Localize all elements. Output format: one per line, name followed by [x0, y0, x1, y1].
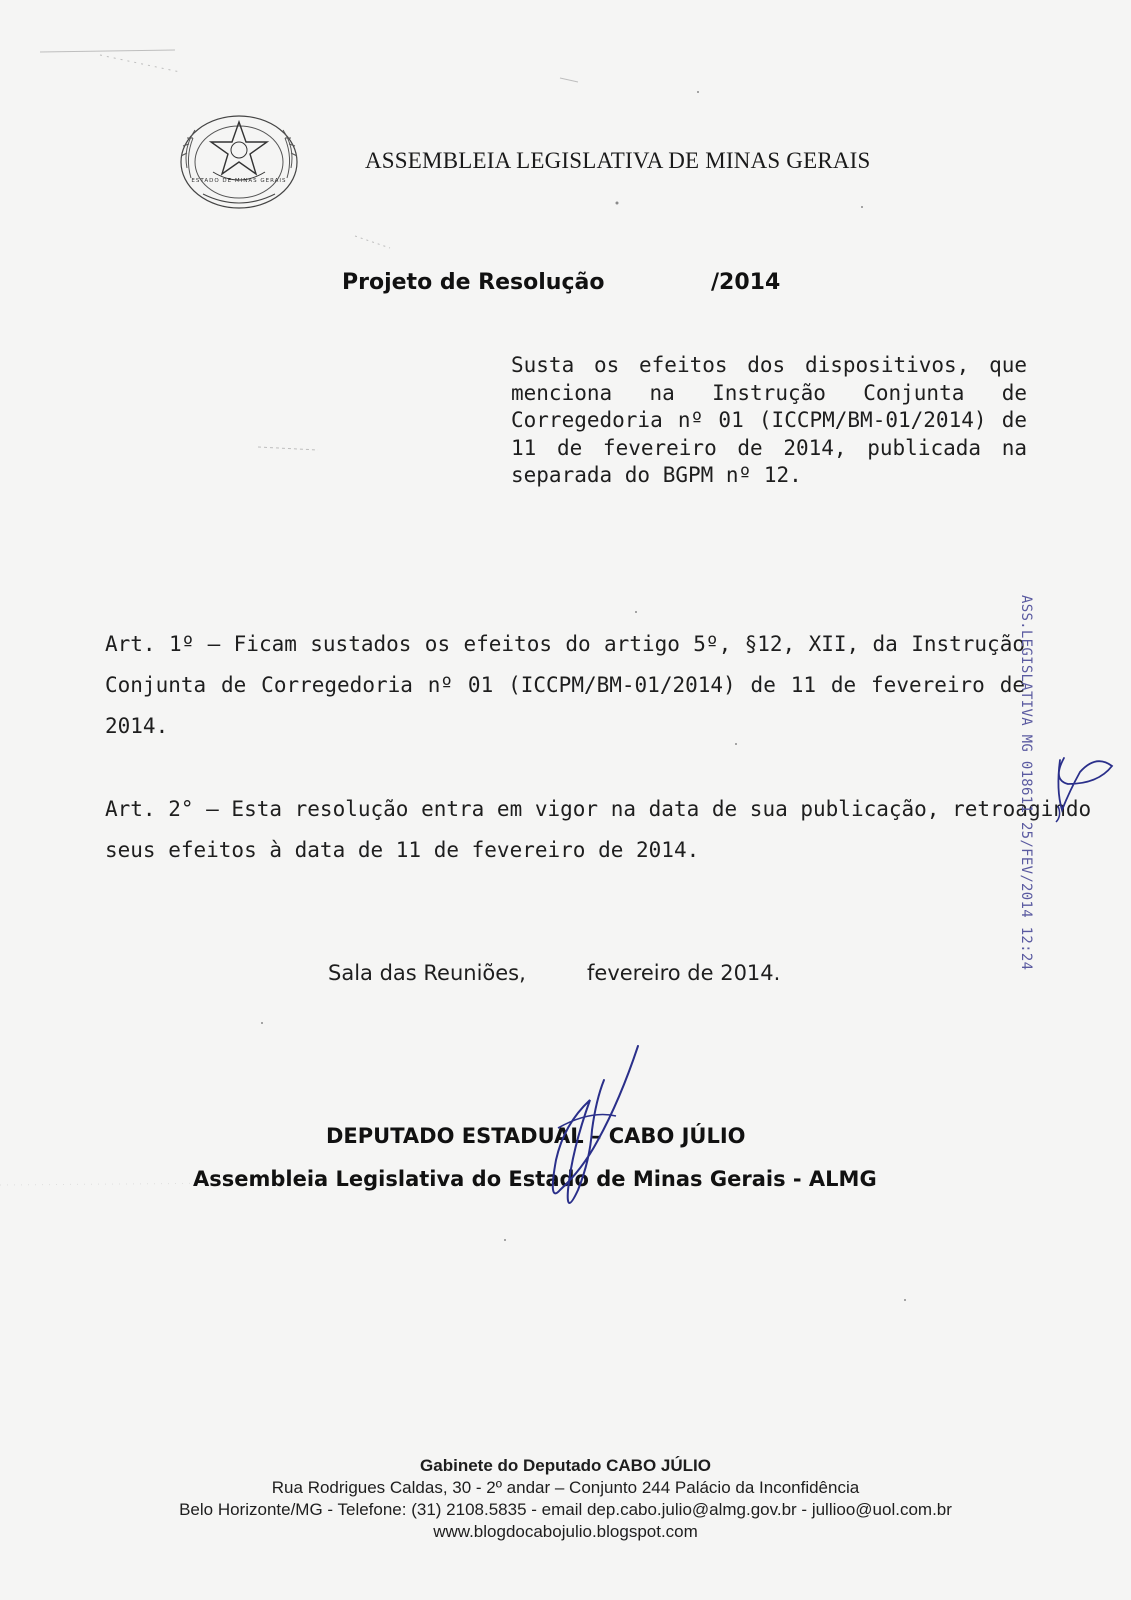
ementa-line: separada do BGPM nº 12. [511, 463, 802, 487]
footer-contact: Belo Horizonte/MG - Telefone: (31) 2108.5835 - email dep.cabo.julio@almg.gov.br - jullioo@uol.com.br [179, 1500, 952, 1519]
footer [0, 1455, 1131, 1543]
signatory-name: DEPUTADO ESTADUAL – CABO JÚLIO [326, 1124, 746, 1148]
article-1-line: Art. 1º – Ficam sustados os efeitos do artigo 5º, §12, XII, da Instrução [105, 632, 1025, 656]
ementa-line: 11 de fevereiro de 2014, publicada na [511, 435, 1027, 460]
seal-text: ESTADO DE MINAS GERAIS [191, 178, 287, 184]
handwritten-signature [520, 1040, 660, 1220]
article-1 [105, 624, 1025, 747]
ementa-line: Corregedoria nº 01 (ICCPM/BM-01/2014) de [511, 408, 1027, 432]
footer-website: www.blogdocabojulio.blogspot.com [433, 1522, 698, 1541]
handwritten-initials [1050, 750, 1120, 830]
ementa [511, 352, 1027, 490]
project-number: /2014 [711, 270, 781, 295]
protocol-stamp: ASS.LEGISLATIVA MG 018611 25/FEV/2014 12:24 [1018, 595, 1034, 971]
ementa-line: Susta os efeitos dos dispositivos, que [511, 353, 1027, 377]
organization-title: ASSEMBLEIA LEGISLATIVA DE MINAS GERAIS [365, 148, 871, 173]
footer-address: Rua Rodrigues Caldas, 30 - 2º andar – Conjunto 244 Palácio da Inconfidência [271, 1478, 860, 1497]
closing-date: fevereiro de 2014. [587, 961, 781, 985]
article-2-line: seus efeitos à data de 11 de fevereiro de 2014. [105, 838, 700, 862]
article-2-line: Art. 2° – Esta resolução entra em vigor na data de sua publicação, retroagindo [105, 797, 1092, 821]
ementa-line: menciona na Instrução Conjunta de [511, 380, 1027, 405]
article-2 [105, 789, 1092, 871]
closing-place: Sala das Reuniões, [328, 961, 526, 985]
project-title: Projeto de Resolução [342, 270, 605, 295]
article-1-line: Conjunta de Corregedoria nº 01 (ICCPM/BM-01/2014) de 11 de fevereiro de [105, 673, 1025, 697]
article-1-line: 2014. [105, 714, 169, 738]
footer-title: Gabinete do Deputado CABO JÚLIO [420, 1456, 711, 1475]
signatory-organization: Assembleia Legislativa do Estado de Minas Gerais - ALMG [193, 1167, 877, 1191]
coat-of-arms-seal-icon [173, 108, 305, 216]
